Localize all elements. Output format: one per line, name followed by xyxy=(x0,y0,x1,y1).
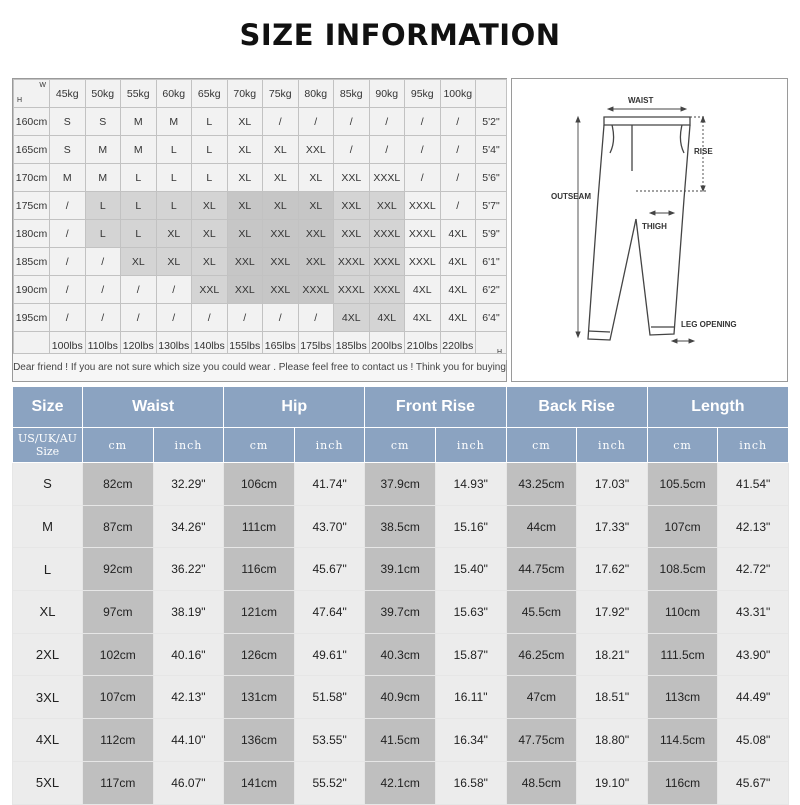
cm-value-cell: 136cm xyxy=(224,719,295,762)
height-row xyxy=(14,248,507,276)
unit-inch: inch xyxy=(718,428,789,463)
cm-value-cell: 41.5cm xyxy=(365,719,436,762)
size-cell: 4XL xyxy=(440,276,476,304)
height-ft-cell: 5'6" xyxy=(476,164,507,192)
size-cell: / xyxy=(405,136,441,164)
size-cell: 4XL xyxy=(13,719,83,762)
inch-value-cell: 17.33" xyxy=(577,505,648,548)
measurement-table xyxy=(12,386,789,805)
size-cell: XXL xyxy=(298,220,334,248)
cm-value-cell: 40.9cm xyxy=(365,676,436,719)
size-cell: XL xyxy=(227,136,263,164)
height-row xyxy=(14,220,507,248)
inch-value-cell: 38.19" xyxy=(153,591,224,634)
inch-value-cell: 32.29" xyxy=(153,463,224,506)
weight-kg-cell: 70kg xyxy=(227,80,263,108)
table-row xyxy=(13,463,789,506)
size-cell: L xyxy=(13,548,83,591)
size-cell: XL xyxy=(192,220,228,248)
cm-value-cell: 39.1cm xyxy=(365,548,436,591)
height-cm-cell: 195cm xyxy=(14,304,50,332)
cm-value-cell: 97cm xyxy=(83,591,154,634)
cm-value-cell: 43.25cm xyxy=(506,463,577,506)
size-cell: XL xyxy=(156,248,192,276)
height-row xyxy=(14,276,507,304)
weight-kg-cell: 65kg xyxy=(192,80,228,108)
size-cell: / xyxy=(440,136,476,164)
weight-kg-cell: 75kg xyxy=(263,80,299,108)
table-row xyxy=(13,761,789,804)
size-cell: / xyxy=(263,304,299,332)
inch-value-cell: 18.21" xyxy=(577,633,648,676)
inch-value-cell: 18.51" xyxy=(577,676,648,719)
size-cell: XL xyxy=(263,136,299,164)
unit-cm: cm xyxy=(224,428,295,463)
cm-value-cell: 141cm xyxy=(224,761,295,804)
weight-kg-cell: 90kg xyxy=(369,80,405,108)
height-cm-cell: 180cm xyxy=(14,220,50,248)
weight-kg-cell: 80kg xyxy=(298,80,334,108)
unit-cm: cm xyxy=(365,428,436,463)
height-row xyxy=(14,164,507,192)
size-cell: S xyxy=(50,108,86,136)
cm-value-cell: 107cm xyxy=(83,676,154,719)
inch-value-cell: 43.31" xyxy=(718,591,789,634)
size-grid xyxy=(13,79,507,360)
inch-value-cell: 40.16" xyxy=(153,633,224,676)
weight-lbs-cell: 210lbs xyxy=(405,332,441,360)
size-cell: / xyxy=(85,304,121,332)
cm-value-cell: 44.75cm xyxy=(506,548,577,591)
unit-inch: inch xyxy=(153,428,224,463)
size-cell: M xyxy=(121,108,157,136)
size-cell: / xyxy=(334,136,370,164)
size-cell: 4XL xyxy=(440,220,476,248)
cm-value-cell: 126cm xyxy=(224,633,295,676)
weight-kg-cell: 85kg xyxy=(334,80,370,108)
size-cell: / xyxy=(263,108,299,136)
waist-label: WAIST xyxy=(628,96,654,105)
size-cell: / xyxy=(85,248,121,276)
inch-value-cell: 47.64" xyxy=(294,591,365,634)
cm-value-cell: 102cm xyxy=(83,633,154,676)
size-cell: XXL xyxy=(298,136,334,164)
leg-opening-label: LEG OPENING xyxy=(681,320,737,329)
size-cell: L xyxy=(121,220,157,248)
size-cell: L xyxy=(121,192,157,220)
size-cell: / xyxy=(50,276,86,304)
weight-kg-cell: 45kg xyxy=(50,80,86,108)
weight-lbs-cell: 100lbs xyxy=(50,332,86,360)
inch-value-cell: 15.87" xyxy=(435,633,506,676)
contact-note: Dear friend ! If you are not sure which size you could wear . Please feel free to contact us ! Think you for buying xyxy=(13,353,506,381)
thigh-label: THIGH xyxy=(642,222,667,231)
inch-value-cell: 17.92" xyxy=(577,591,648,634)
cm-value-cell: 108.5cm xyxy=(647,548,718,591)
weight-lbs-cell: 140lbs xyxy=(192,332,228,360)
size-cell: 4XL xyxy=(369,304,405,332)
size-cell: XXXL xyxy=(405,220,441,248)
cm-value-cell: 105.5cm xyxy=(647,463,718,506)
size-cell: / xyxy=(369,108,405,136)
size-cell: XXL xyxy=(298,248,334,276)
unit-inch: inch xyxy=(577,428,648,463)
cm-value-cell: 42.1cm xyxy=(365,761,436,804)
size-region-label: US/UK/AU Size xyxy=(13,428,83,463)
size-cell: XXL xyxy=(263,220,299,248)
height-cm-cell: 185cm xyxy=(14,248,50,276)
cm-value-cell: 110cm xyxy=(647,591,718,634)
inch-value-cell: 34.26" xyxy=(153,505,224,548)
size-cell: XXXL xyxy=(369,276,405,304)
size-cell: XXXL xyxy=(369,220,405,248)
inch-value-cell: 18.80" xyxy=(577,719,648,762)
inch-value-cell: 55.52" xyxy=(294,761,365,804)
weight-lbs-cell: 155lbs xyxy=(227,332,263,360)
size-cell: / xyxy=(50,304,86,332)
size-cell: / xyxy=(440,108,476,136)
inch-value-cell: 16.58" xyxy=(435,761,506,804)
pants-diagram xyxy=(511,78,788,382)
size-cell: S xyxy=(85,108,121,136)
cm-value-cell: 37.9cm xyxy=(365,463,436,506)
size-cell: M xyxy=(50,164,86,192)
inch-value-cell: 15.40" xyxy=(435,548,506,591)
size-cell: XXXL xyxy=(405,248,441,276)
size-cell: M xyxy=(156,108,192,136)
inch-value-cell: 41.74" xyxy=(294,463,365,506)
inch-value-cell: 44.49" xyxy=(718,676,789,719)
cm-value-cell: 46.25cm xyxy=(506,633,577,676)
height-ft-cell: 6'1" xyxy=(476,248,507,276)
weight-lbs-cell: 175lbs xyxy=(298,332,334,360)
size-cell: M xyxy=(13,505,83,548)
size-cell: XXL xyxy=(334,164,370,192)
size-cell: M xyxy=(85,164,121,192)
inch-value-cell: 19.10" xyxy=(577,761,648,804)
size-cell: XL xyxy=(263,192,299,220)
size-cell: / xyxy=(156,276,192,304)
size-cell: XXL xyxy=(227,248,263,276)
header-hip: Hip xyxy=(224,387,365,428)
height-row xyxy=(14,192,507,220)
unit-inch: inch xyxy=(294,428,365,463)
size-cell: XXXL xyxy=(405,192,441,220)
height-row xyxy=(14,304,507,332)
weight-lbs-cell: 220lbs xyxy=(440,332,476,360)
cm-value-cell: 114.5cm xyxy=(647,719,718,762)
header-waist: Waist xyxy=(83,387,224,428)
inch-value-cell: 15.63" xyxy=(435,591,506,634)
size-cell: XXXL xyxy=(369,248,405,276)
height-cm-cell: 165cm xyxy=(14,136,50,164)
size-cell: L xyxy=(156,136,192,164)
corner-h-label: H xyxy=(17,97,23,104)
size-cell: / xyxy=(50,248,86,276)
cm-value-cell: 82cm xyxy=(83,463,154,506)
size-cell: XL xyxy=(192,248,228,276)
cm-value-cell: 39.7cm xyxy=(365,591,436,634)
height-cm-cell: 160cm xyxy=(14,108,50,136)
size-cell: 2XL xyxy=(13,633,83,676)
unit-cm: cm xyxy=(506,428,577,463)
header-row xyxy=(13,387,789,428)
size-cell: / xyxy=(440,192,476,220)
height-row xyxy=(14,136,507,164)
height-ft-cell: 5'7" xyxy=(476,192,507,220)
corner-w-label: W xyxy=(39,82,46,89)
size-cell: XL xyxy=(192,192,228,220)
header-front-rise: Front Rise xyxy=(365,387,506,428)
weight-lbs-cell: 110lbs xyxy=(85,332,121,360)
table-row xyxy=(13,548,789,591)
cm-value-cell: 45.5cm xyxy=(506,591,577,634)
inch-value-cell: 51.58" xyxy=(294,676,365,719)
cm-value-cell: 131cm xyxy=(224,676,295,719)
size-cell: 5XL xyxy=(13,761,83,804)
inch-value-cell: 16.11" xyxy=(435,676,506,719)
size-cell: XXL xyxy=(227,276,263,304)
size-cell: 4XL xyxy=(440,248,476,276)
weight-lbs-cell: 185lbs xyxy=(334,332,370,360)
size-cell: 3XL xyxy=(13,676,83,719)
size-cell: L xyxy=(156,164,192,192)
size-cell: / xyxy=(50,192,86,220)
size-cell: XXL xyxy=(263,248,299,276)
size-cell: XXXL xyxy=(334,276,370,304)
cm-value-cell: 44cm xyxy=(506,505,577,548)
size-cell: XL xyxy=(298,164,334,192)
size-cell: XXL xyxy=(263,276,299,304)
height-ft-cell: 5'4" xyxy=(476,136,507,164)
size-cell: / xyxy=(298,108,334,136)
size-cell: / xyxy=(192,304,228,332)
rise-label: RISE xyxy=(694,147,713,156)
size-cell: L xyxy=(192,164,228,192)
size-cell: / xyxy=(334,108,370,136)
inch-value-cell: 42.13" xyxy=(718,505,789,548)
cm-value-cell: 121cm xyxy=(224,591,295,634)
cm-value-cell: 111cm xyxy=(224,505,295,548)
size-cell: S xyxy=(13,463,83,506)
size-cell: / xyxy=(121,304,157,332)
size-cell: / xyxy=(369,136,405,164)
table-row xyxy=(13,591,789,634)
pants-illustration xyxy=(512,79,789,383)
size-cell: XL xyxy=(13,591,83,634)
size-cell: XXXL xyxy=(369,164,405,192)
size-cell: S xyxy=(50,136,86,164)
size-cell: XXL xyxy=(369,192,405,220)
inch-value-cell: 17.62" xyxy=(577,548,648,591)
size-cell: XXL xyxy=(334,220,370,248)
empty-cell xyxy=(476,80,507,108)
size-cell: / xyxy=(298,304,334,332)
size-cell: XL xyxy=(227,164,263,192)
size-cell: / xyxy=(405,108,441,136)
weight-lbs-cell: 200lbs xyxy=(369,332,405,360)
weight-lbs-cell: 120lbs xyxy=(121,332,157,360)
cm-value-cell: 117cm xyxy=(83,761,154,804)
size-cell: / xyxy=(156,304,192,332)
cm-value-cell: 116cm xyxy=(647,761,718,804)
cm-value-cell: 92cm xyxy=(83,548,154,591)
size-cell: 4XL xyxy=(440,304,476,332)
height-ft-cell: 6'4" xyxy=(476,304,507,332)
cm-value-cell: 40.3cm xyxy=(365,633,436,676)
inch-value-cell: 15.16" xyxy=(435,505,506,548)
weight-lbs-cell: 165lbs xyxy=(263,332,299,360)
inch-value-cell: 42.13" xyxy=(153,676,224,719)
weight-kg-row xyxy=(14,80,507,108)
size-cell: XXXL xyxy=(334,248,370,276)
inch-value-cell: 45.67" xyxy=(718,761,789,804)
inch-value-cell: 44.10" xyxy=(153,719,224,762)
size-cell: XL xyxy=(227,108,263,136)
table-row xyxy=(13,633,789,676)
inch-value-cell: 46.07" xyxy=(153,761,224,804)
header-size: Size xyxy=(13,387,83,428)
height-weight-size-chart xyxy=(12,78,507,382)
size-cell: / xyxy=(85,276,121,304)
size-cell: / xyxy=(440,164,476,192)
unit-cm: cm xyxy=(83,428,154,463)
size-cell: XL xyxy=(298,192,334,220)
height-cm-cell: 175cm xyxy=(14,192,50,220)
height-cm-cell: 170cm xyxy=(14,164,50,192)
height-ft-cell: 5'9" xyxy=(476,220,507,248)
cm-value-cell: 107cm xyxy=(647,505,718,548)
unit-row xyxy=(13,428,789,463)
size-cell: L xyxy=(192,108,228,136)
header-back-rise: Back Rise xyxy=(506,387,647,428)
size-cell: XL xyxy=(121,248,157,276)
cm-value-cell: 113cm xyxy=(647,676,718,719)
size-cell: XXL xyxy=(192,276,228,304)
size-cell: 4XL xyxy=(405,276,441,304)
size-cell: L xyxy=(85,192,121,220)
weight-kg-cell: 95kg xyxy=(405,80,441,108)
corner-cell xyxy=(14,80,50,108)
cm-value-cell: 106cm xyxy=(224,463,295,506)
unit-cm: cm xyxy=(647,428,718,463)
inch-value-cell: 17.03" xyxy=(577,463,648,506)
size-cell: 4XL xyxy=(405,304,441,332)
inch-value-cell: 41.54" xyxy=(718,463,789,506)
inch-value-cell: 43.70" xyxy=(294,505,365,548)
cm-value-cell: 116cm xyxy=(224,548,295,591)
inch-value-cell: 43.90" xyxy=(718,633,789,676)
size-cell: XL xyxy=(263,164,299,192)
size-cell: / xyxy=(50,220,86,248)
weight-kg-cell: 100kg xyxy=(440,80,476,108)
inch-value-cell: 49.61" xyxy=(294,633,365,676)
table-row xyxy=(13,676,789,719)
height-row xyxy=(14,108,507,136)
header-length: Length xyxy=(647,387,788,428)
cm-value-cell: 38.5cm xyxy=(365,505,436,548)
inch-value-cell: 16.34" xyxy=(435,719,506,762)
inch-value-cell: 45.08" xyxy=(718,719,789,762)
inch-value-cell: 53.55" xyxy=(294,719,365,762)
inch-value-cell: 42.72" xyxy=(718,548,789,591)
inch-value-cell: 45.67" xyxy=(294,548,365,591)
height-ft-cell: 5'2" xyxy=(476,108,507,136)
size-cell: 4XL xyxy=(334,304,370,332)
table-row xyxy=(13,505,789,548)
weight-kg-cell: 55kg xyxy=(121,80,157,108)
cm-value-cell: 111.5cm xyxy=(647,633,718,676)
size-cell: / xyxy=(227,304,263,332)
size-cell: L xyxy=(121,164,157,192)
size-cell: M xyxy=(85,136,121,164)
weight-kg-cell: 50kg xyxy=(85,80,121,108)
cm-value-cell: 87cm xyxy=(83,505,154,548)
inch-value-cell: 36.22" xyxy=(153,548,224,591)
page-title: SIZE INFORMATION xyxy=(239,18,561,52)
size-cell: L xyxy=(85,220,121,248)
size-cell: XL xyxy=(227,192,263,220)
size-cell: XXL xyxy=(334,192,370,220)
inch-value-cell: 14.93" xyxy=(435,463,506,506)
cm-value-cell: 47.75cm xyxy=(506,719,577,762)
size-cell: / xyxy=(121,276,157,304)
height-cm-cell: 190cm xyxy=(14,276,50,304)
size-cell: XXXL xyxy=(298,276,334,304)
size-cell: XL xyxy=(156,220,192,248)
height-ft-cell: 6'2" xyxy=(476,276,507,304)
cm-value-cell: 48.5cm xyxy=(506,761,577,804)
size-cell: L xyxy=(192,136,228,164)
size-cell: L xyxy=(156,192,192,220)
table-row xyxy=(13,719,789,762)
size-cell: M xyxy=(121,136,157,164)
cm-value-cell: 112cm xyxy=(83,719,154,762)
cm-value-cell: 47cm xyxy=(506,676,577,719)
outseam-label: OUTSEAM xyxy=(551,192,591,201)
size-cell: XL xyxy=(227,220,263,248)
weight-kg-cell: 60kg xyxy=(156,80,192,108)
weight-lbs-cell: 130lbs xyxy=(156,332,192,360)
unit-inch: inch xyxy=(435,428,506,463)
size-cell: / xyxy=(405,164,441,192)
